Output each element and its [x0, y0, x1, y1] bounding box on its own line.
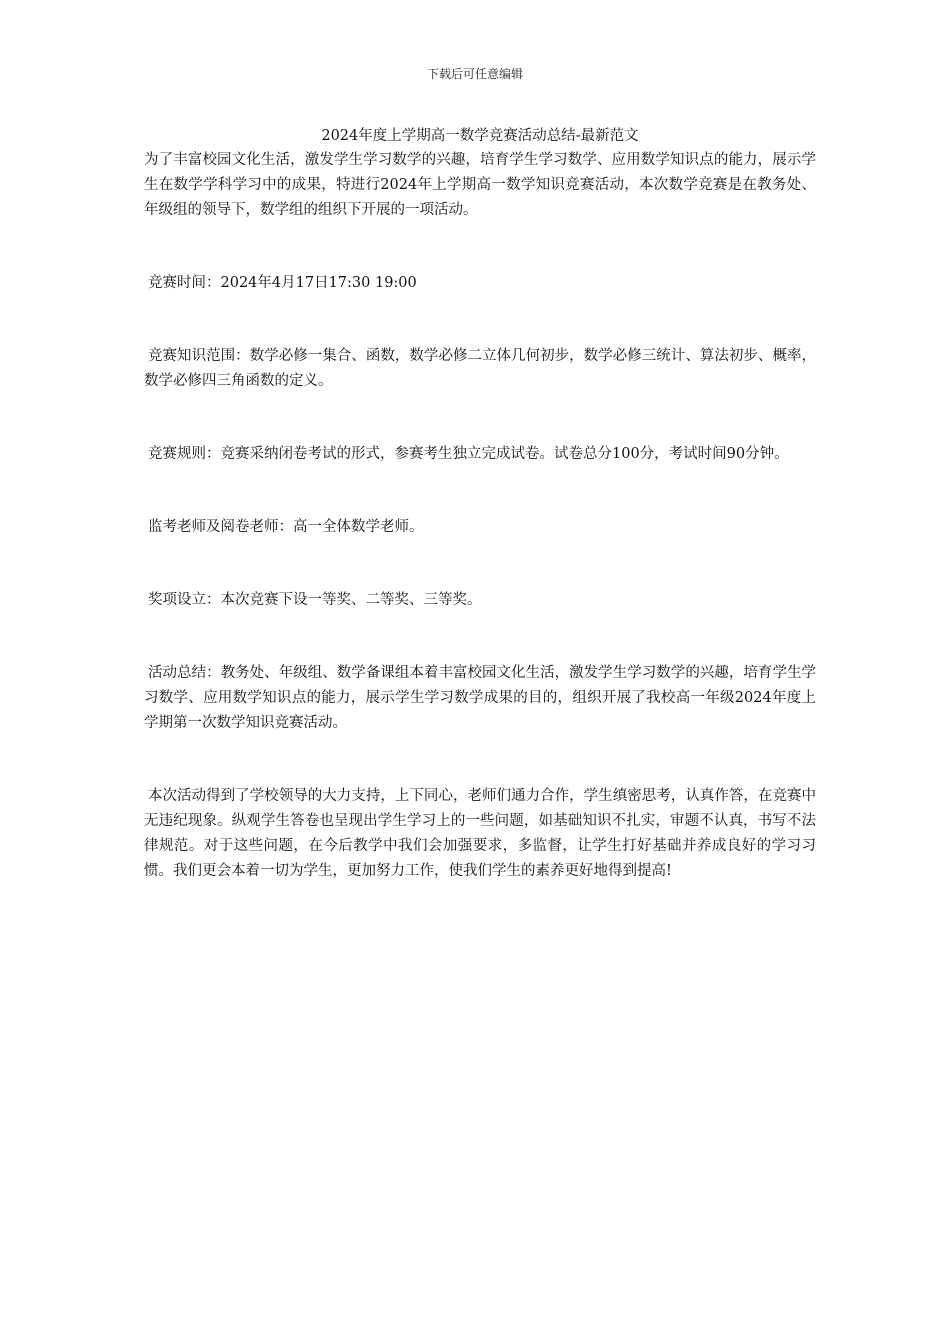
- document-body: [144, 125, 816, 884]
- section-awards: 奖项设立：本次竞赛下设一等奖、二等奖、三等奖。: [148, 592, 482, 608]
- document-title: 2024年度上学期高一数学竞赛活动总结-最新范文: [321, 128, 639, 144]
- section-competition-time: 竞赛时间：2024年4月17日17:30 19:00: [148, 275, 417, 291]
- section-competition-rules: 竞赛规则：竞赛采纳闭卷考试的形式，参赛考生独立完成试卷。试卷总分100分，考试时间90分钟。: [148, 446, 789, 462]
- section-closing-remarks: 本次活动得到了学校领导的大力支持，上下同心，老师们通力合作，学生缜密思考，认真作答，在竞赛中无违纪现象。纵观学生答卷也呈现出学生学习上的一些问题，如基础知识不扎实，审题不认真，书写不法律规范。对于这些问题，在今后教学中我们会加强要求，多监督，让学生打好基础并养成良好的学习习惯。我们更会本着一切为学生，更加努力工作，使我们学生的素养更好地得到提高!: [144, 788, 816, 879]
- intro-paragraph: 为了丰富校园文化生活，激发学生学习数学的兴趣，培育学生学习数学、应用数学知识点的能力，展示学生在数学学科学习中的成果，特进行2024年上学期高一数学知识竞赛活动，本次数学竞赛是在教务处、年级组的领导下，数学组的组织下开展的一项活动。: [144, 152, 816, 218]
- section-knowledge-scope: 竞赛知识范围：数学必修一集合、函数，数学必修二立体几何初步，数学必修三统计、算法初步、概率，数学必修四三角函数的定义。: [144, 348, 816, 389]
- section-activity-summary: 活动总结：教务处、年级组、数学备课组本着丰富校园文化生活，激发学生学习数学的兴趣，培育学生学习数学、应用数学知识点的能力，展示学生学习数学成果的目的，组织开展了我校高一年级2024年度上学期第一次数学知识竞赛活动。: [144, 665, 816, 731]
- download-note: 下载后可任意编辑: [426, 67, 523, 81]
- section-proctors: 监考老师及阅卷老师：高一全体数学老师。: [148, 519, 424, 535]
